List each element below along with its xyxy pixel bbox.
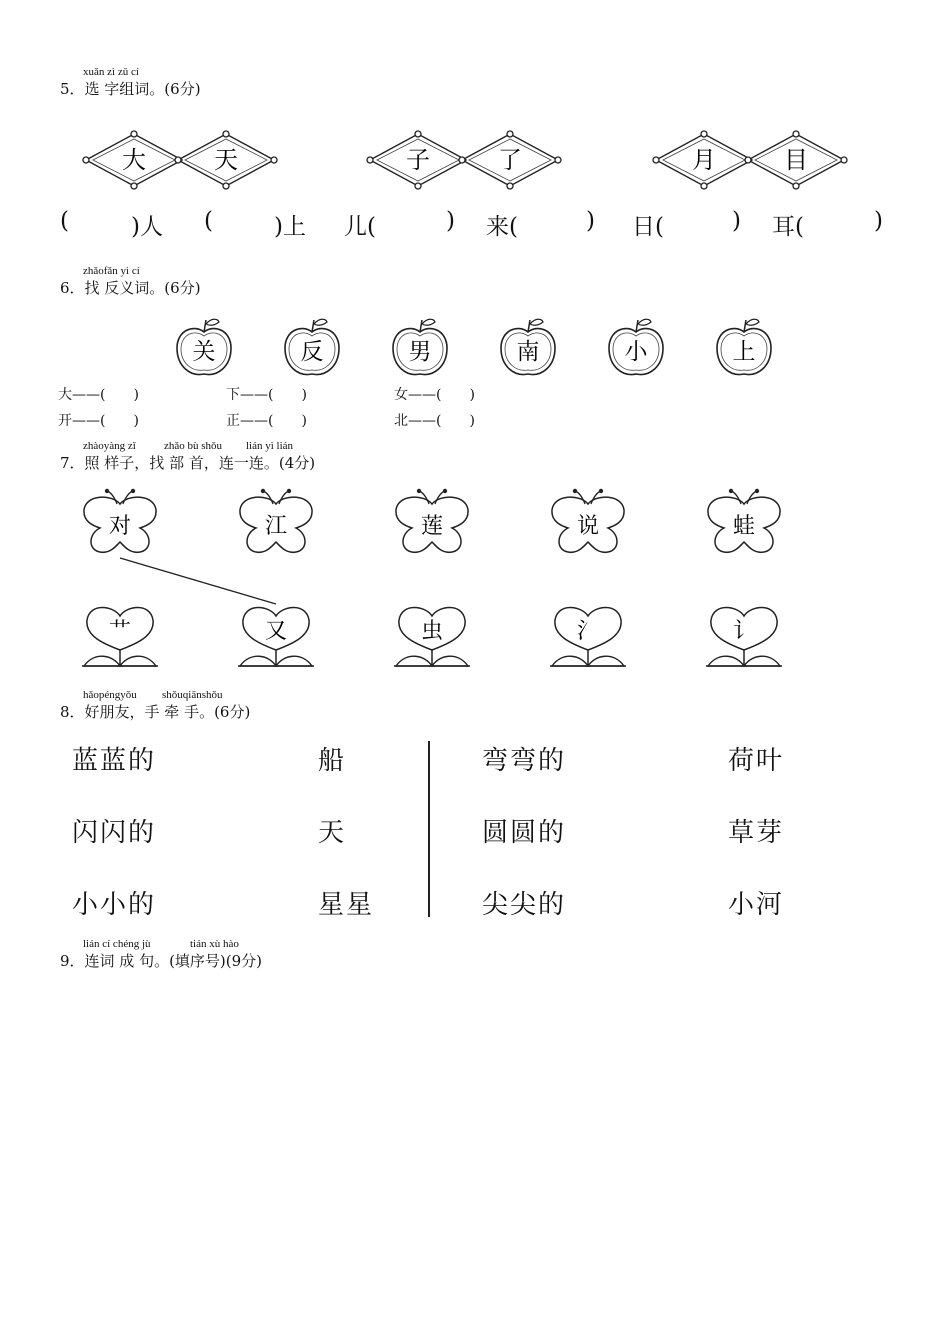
q5-blank-5-open: 日( [632,214,664,240]
q5-blank-2-close: )上 [274,214,306,240]
q5-diamond-knob [793,131,799,137]
q6-apple-1 [177,319,231,374]
q8-right-1-a: 弯弯的 [482,746,567,776]
q5-diamond-knob [507,131,513,137]
q5-diamond-knob [271,157,277,163]
q7-butterfly-2 [240,489,312,553]
q7-butterfly-char: 对 [108,514,132,539]
apple-leaf-icon [206,319,219,325]
q5-diamond-knob [701,131,707,137]
q7-butterfly-1 [84,489,156,553]
q5-diamond-knob [131,183,137,189]
q8-left-3-b: 星星 [318,890,375,920]
q8-pinyin-1: hǎopéngyǒu [83,689,137,701]
q6-title: 6．找 反义词。(6分) [60,279,201,297]
q7-flower-char: 艹 [108,619,132,644]
q5-blank-3-close: ) [446,208,455,234]
q5-diamond-knob [745,157,751,163]
flower-leaf-left-icon [240,656,276,666]
q8-left-1-b: 船 [318,746,347,776]
q5-blank-1-close: )人 [131,214,163,240]
q5-blank-6-open: 耳( [772,214,804,240]
flower-leaf-right-icon [276,656,312,666]
flower-leaf-right-icon [120,656,156,666]
q7-butterfly-char: 江 [264,514,288,539]
flower-leaf-left-icon [552,656,588,666]
q6-row-2-col-1: 开——( ) [58,413,139,429]
q6-apple-2 [285,319,339,374]
q6-apple-6 [717,319,771,374]
q7-butterfly-5 [708,489,780,553]
q7-flower-3 [394,608,470,667]
flower-leaf-right-icon [588,656,624,666]
q5-char: 天 [214,146,238,174]
q7-example-line [120,558,276,604]
q5-blank-2-open: ( [204,208,213,234]
q5-diamond-knob [555,157,561,163]
q5-blank-3-open: 儿( [344,214,376,240]
q7-butterflies-flowers [70,486,810,676]
q5-pair-1 [83,131,277,189]
q5-diamond-knob [131,131,137,137]
q5-char: 子 [406,146,430,174]
q7-butterfly-4 [552,489,624,553]
apple-leaf-icon [638,319,651,325]
q6-row-1-col-3: 女——( ) [394,387,475,403]
q6-apple-3 [393,319,447,374]
flower-leaf-right-icon [744,656,780,666]
q6-apple-4 [501,319,555,374]
q7-butterfly-3 [396,489,468,553]
q8-right-2-a: 圆圆的 [482,818,567,848]
apple-leaf-icon [422,319,435,325]
apple-leaf-icon [530,319,543,325]
q7-pinyin-2: zhǎo bù shǒu [164,440,223,452]
q5-blank-6-close: ) [874,208,883,234]
butterfly-antenna-tip [573,489,577,493]
q8-left-2-b: 天 [318,818,347,848]
q7-flower-char: 虫 [420,619,444,644]
q5-diamond-knob [841,157,847,163]
q7-flower-2 [238,608,314,667]
apple-leaf-icon [746,319,759,325]
q6-row-2-col-2: 正——( ) [226,413,307,429]
butterfly-antenna-tip [417,489,421,493]
q9-title: 9．连词 成 句。(填序号)(9分) [60,952,263,970]
butterfly-antenna-tip [105,489,109,493]
q5-diamond-knob [415,131,421,137]
q5-pinyin: xuǎn zì zǔ cí [83,66,139,78]
q7-title: 7．照 样子，找 部 首，连一连。(4分) [60,454,316,472]
q6-apples [170,310,790,380]
q5-diamond-knob [701,183,707,189]
butterfly-antenna-tip [131,489,135,493]
butterfly-antenna-tip [599,489,603,493]
q5-title: 5．选 字组词。(6分) [60,80,201,98]
q6-pinyin: zhǎofǎn yì cí [83,265,140,277]
q5-char: 了 [498,146,522,174]
butterfly-antenna-tip [261,489,265,493]
q5-diamond-knob [459,157,465,163]
q5-char: 月 [692,146,716,174]
q5-char: 目 [784,146,808,174]
q6-apple-char: 南 [516,339,540,365]
q6-row-1-col-1: 大——( ) [58,387,139,403]
q7-flower-char: 氵 [576,619,600,644]
q7-butterfly-char: 说 [576,514,600,539]
q6-apple-char: 反 [300,339,324,365]
q5-diamond-knob [507,183,513,189]
q7-flower-1 [82,608,158,667]
q6-apple-char: 关 [192,339,216,365]
q5-blank-4-close: ) [586,208,595,234]
q7-flower-char: 又 [264,619,288,644]
q8-left-1-a: 蓝蓝的 [72,746,157,776]
q7-butterfly-char: 莲 [420,514,444,539]
butterfly-antenna-tip [755,489,759,493]
q6-apple-char: 男 [408,339,432,365]
q9-pinyin-2: tián xù hào [190,938,239,950]
q8-pinyin-2: shǒuqiānshǒu [162,689,223,701]
q8-right-3-b: 小河 [728,890,785,920]
q5-diamond-knob [223,131,229,137]
flower-leaf-right-icon [432,656,468,666]
q5-diamond-knob [223,183,229,189]
flower-leaf-left-icon [396,656,432,666]
q5-char: 大 [122,146,146,174]
q8-right-3-a: 尖尖的 [482,890,567,920]
q8-right-1-b: 荷叶 [728,746,785,776]
q5-diamond-knob [367,157,373,163]
q5-diamond-knob [793,183,799,189]
q6-row-1-col-2: 下——( ) [226,387,307,403]
q7-pinyin-1: zhàoyàng zǐ [83,440,136,452]
q5-diamond-pairs [78,126,868,198]
q5-diamond-knob [175,157,181,163]
q7-butterfly-char: 蛙 [732,514,756,539]
apple-leaf-icon [314,319,327,325]
q8-divider [428,741,430,917]
q8-left-3-a: 小小的 [72,890,157,920]
q8-right-2-b: 草芽 [728,818,785,848]
q7-flower-5 [706,608,782,667]
flower-leaf-left-icon [84,656,120,666]
q9-pinyin-1: lián cí chéng jù [83,938,151,950]
q6-apple-char: 小 [624,339,648,365]
butterfly-antenna-tip [729,489,733,493]
q5-diamond-knob [653,157,659,163]
q5-blank-4-open: 来( [486,214,518,240]
q5-diamond-knob [415,183,421,189]
q5-diamond-knob [83,157,89,163]
q6-apple-char: 上 [732,339,756,365]
q5-blank-1-open: ( [60,208,69,234]
q7-flower-4 [550,608,626,667]
q5-blank-5-close: ) [732,208,741,234]
butterfly-antenna-tip [443,489,447,493]
q6-row-2-col-3: 北——( ) [394,413,475,429]
q7-pinyin-3: lián yì lián [246,440,294,452]
q5-pair-2 [367,131,561,189]
q6-apple-5 [609,319,663,374]
flower-leaf-left-icon [708,656,744,666]
q5-pair-3 [653,131,847,189]
q8-left-2-a: 闪闪的 [72,818,157,848]
butterfly-antenna-tip [287,489,291,493]
q5-blanks-row [56,208,896,242]
q8-title: 8．好朋友，手 牵 手。(6分) [60,703,251,721]
q7-flower-char: 讠 [732,619,756,644]
